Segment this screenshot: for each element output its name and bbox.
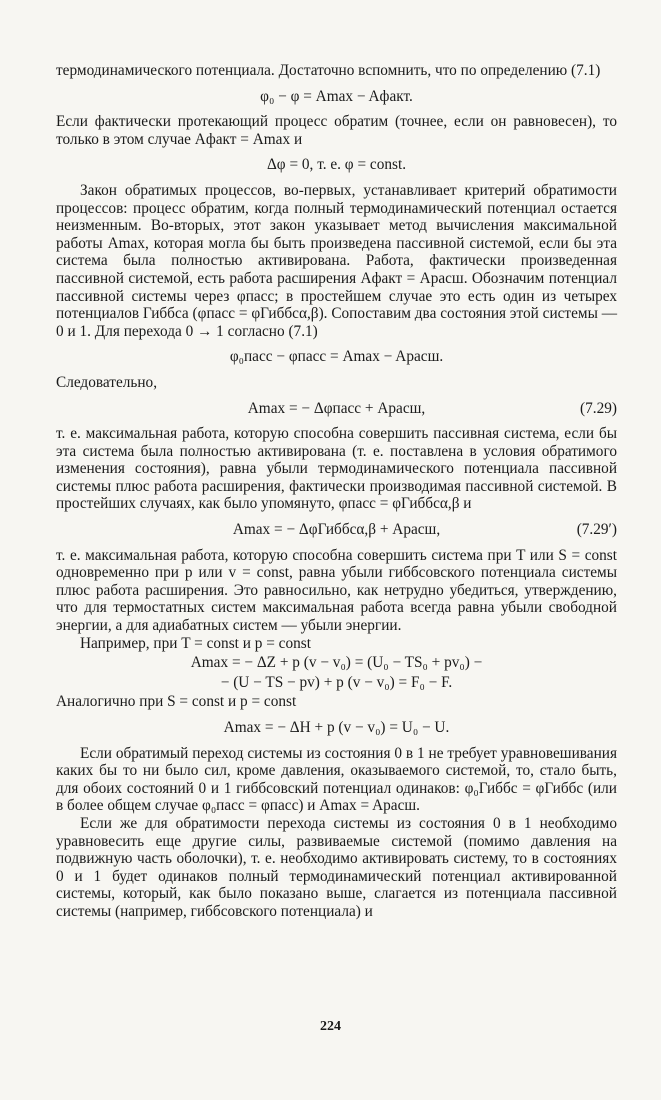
formula-7-29-body: Amax = − Δφпасс + Aрасш, xyxy=(247,399,426,417)
paragraph-3: Закон обратимых процессов, во-первых, устанавливает критерий обратимости процессов: процесс обратим, когда полный термодинамический потенциал остается неизменным. Во-вторых, этот закон указывает метод вычисления максимальной работы Amax, которая могла бы быть произведена пассивной системой, если бы эта система была полностью активирована. Работа, фактически произведенная пассивной системой, есть работа расширения Aфакт = Aрасш. Обозначим потенциал пассивной системы через φпасс; в простейшем случае это есть один из четырех потенциалов Гиббса (φпасс = φГиббсα,β). Сопоставим два состояния этой системы — 0 и 1. Для перехода 0 → 1 согласно (7.1) xyxy=(56,181,617,340)
paragraph-6: т. е. максимальная работа, которую способна совершить система при T или S = const одновременно при p или v = const, равна убыли гиббсовского потенциала системы плюс работа расширения. Это равносильно, как нетрудно убедиться, утверждению, что для термостатных систем максимальная работа всегда равна убыли свободной энергии, а для адиабатных систем — убыли энергии. xyxy=(56,546,617,635)
formula-amax-free-energy-line-2: − (U − TS − pv) + p (v − v₀) = F₀ − F. xyxy=(220,673,453,691)
paragraph-9: Если обратимый переход системы из состояния 0 в 1 не требует уравновешивания каких бы то ни было сил, кроме давления, оказываемого системой, то, стало быть, для обоих состояний 0 и 1 гиббсовский потенциал одинаков: φ₀Гиббс = φГиббс (или в более общем случае φ₀пасс = φпасс) и Amax = Aрасш. xyxy=(56,744,617,815)
formula-amax-free-energy-line-1: Amax = − ΔZ + p (v − v₀) = (U₀ − TS₀ + pv₀) − xyxy=(190,654,483,672)
formula-reversibility: Δφ = 0, т. е. φ = const. xyxy=(266,156,407,174)
equation-number-7-29: (7.29) xyxy=(580,399,617,417)
paragraph-2: Если фактически протекающий процесс обратим (точнее, если он равновесен), то только в этом случае Aфакт = Amax и xyxy=(56,113,617,148)
formula-7-29-prime xyxy=(56,521,617,539)
page-number: 224 xyxy=(320,1019,341,1034)
formula-7-29 xyxy=(56,400,617,418)
paragraph-1: термодинамического потенциала. Достаточно вспомнить, что по определению (7.1) xyxy=(56,62,601,79)
paragraph-10: Если же для обратимости перехода системы из состояния 0 в 1 необходимо уравновесить еще другие силы, развиваемые системой (помимо давления на подвижную часть оболочки), т. е. необходимо активировать систему, то в состояниях 0 и 1 будет одинаков полный термодинамический потенциал активированной системы, который, как было показано выше, слагается из потенциала пассивной системы (например, гиббсовского потенциала) и xyxy=(56,814,617,920)
paragraph-7: Например, при T = const и p = const xyxy=(80,634,311,652)
formula-passive-transition: φ₀пасс − φпасс = Amax − Aрасш. xyxy=(229,348,444,366)
formula-potential-difference: φ₀ − φ = Amax − Aфакт. xyxy=(260,87,413,105)
formula-7-29-prime-body: Amax = − ΔφГиббсα,β + Aрасш, xyxy=(232,521,441,539)
paragraph-8: Аналогично при S = const и p = const xyxy=(56,693,297,711)
equation-number-7-29-prime: (7.29′) xyxy=(576,521,617,539)
paragraph-5: т. е. максимальная работа, которую способна совершить пассивная система, если бы эта система была полностью активирована (т. е. поставлена в условия обратимого изменения состояния), равна убыли термодинамического потенциала пассивной системы плюс работа расширения, фактически производимая пассивной системой. В простейших случаях, как было упомянуто, φпасс = φГиббсα,β и xyxy=(56,425,617,513)
paragraph-4: Следовательно, xyxy=(56,373,158,391)
formula-amax-energy: Amax = − ΔH + p (v − v₀) = U₀ − U. xyxy=(223,719,450,736)
